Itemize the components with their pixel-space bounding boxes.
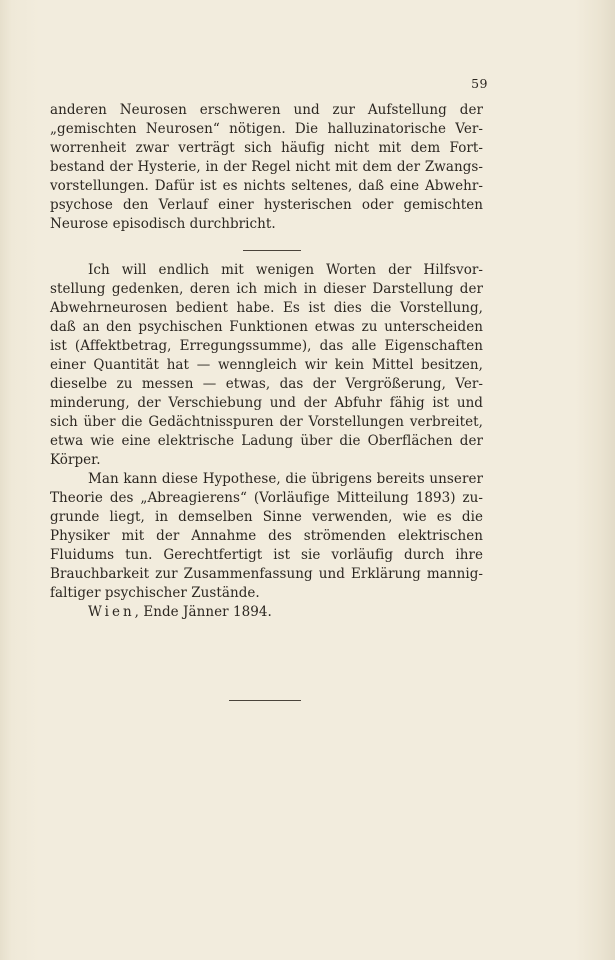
- text-line: anderen Neurosen erschweren und zur Aufstellung der: [50, 102, 483, 118]
- text-line: Fluidums tun. Gerechtfertigt ist sie vorläufig durch ihre: [50, 547, 483, 563]
- text-line: daß an den psychischen Funktionen etwas zu unterscheiden: [50, 319, 483, 335]
- text-line: etwa wie eine elektrische Ladung über die Oberflächen der: [50, 433, 483, 449]
- text-line: Ich will endlich mit wenigen Worten der Hilfsvor-: [88, 262, 483, 278]
- text-line: sich über die Gedächtnisspuren der Vorstellungen verbreitet,: [50, 414, 483, 430]
- text-line: Körper.: [50, 452, 101, 468]
- text-line: einer Quantität hat — wenngleich wir kein Mittel besitzen,: [50, 357, 483, 373]
- page-number: 59: [471, 76, 488, 91]
- text-line: dieselbe zu messen — etwas, das der Vergrößerung, Ver-: [50, 376, 483, 392]
- text-line: Physiker mit der Annahme des strömenden elektrischen: [50, 528, 483, 544]
- text-line: vorstellungen. Dafür ist es nichts seltenes, daß eine Abwehr-: [50, 178, 483, 194]
- signature-place: Wien: [88, 604, 135, 620]
- text-line: Abwehrneurosen bedient habe. Es ist dies die Vorstellung,: [50, 300, 483, 316]
- text-line: minderung, der Verschiebung und der Abfuhr fähig ist und: [50, 395, 483, 411]
- text-line: Theorie des „Abreagierens“ (Vorläufige Mitteilung 1893) zu-: [50, 490, 483, 506]
- text-line: „gemischten Neurosen“ nötigen. Die halluzinatorische Ver-: [50, 121, 483, 137]
- paragraph-2: [50, 261, 483, 470]
- end-divider: [229, 700, 301, 701]
- signature-line: [50, 603, 483, 622]
- paragraph-3: [50, 470, 483, 603]
- text-line: psychose den Verlauf einer hysterischen oder gemischten: [50, 197, 483, 213]
- text-line: Man kann diese Hypothese, die übrigens bereits unserer: [88, 471, 483, 487]
- text-line: stellung gedenken, deren ich mich in dieser Darstellung der: [50, 281, 483, 297]
- text-line: Brauchbarkeit zur Zusammenfassung und Erklärung mannig-: [50, 566, 483, 582]
- section-divider: [243, 250, 301, 251]
- text-line: bestand der Hysterie, in der Regel nicht mit dem der Zwangs-: [50, 159, 483, 175]
- text-line: ist (Affektbetrag, Erregungssumme), das alle Eigenschaften: [50, 338, 483, 354]
- text-line: faltiger psychischer Zustände.: [50, 585, 260, 601]
- signature-date: , Ende Jänner 1894.: [134, 604, 272, 620]
- paragraph-1: [50, 101, 483, 234]
- text-line: worrenheit zwar verträgt sich häufig nicht mit dem Fort-: [50, 140, 483, 156]
- text-line: Neurose episodisch durchbricht.: [50, 216, 276, 232]
- text-line: grunde liegt, in demselben Sinne verwenden, wie es die: [50, 509, 483, 525]
